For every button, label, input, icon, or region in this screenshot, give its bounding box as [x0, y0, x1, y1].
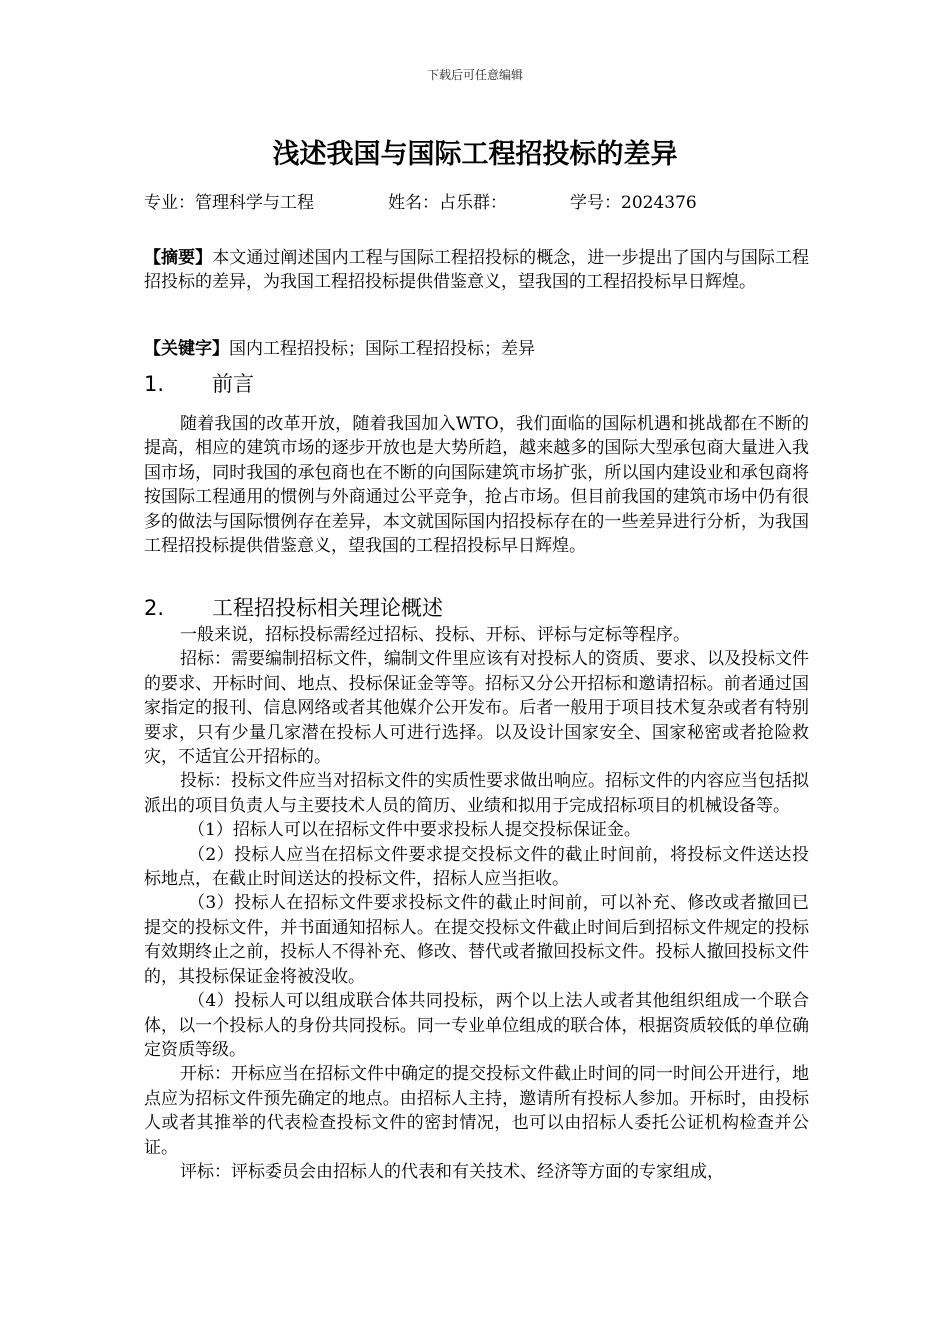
document-title: 浅述我国与国际工程招投标的差异: [272, 139, 678, 170]
list-item: （1）招标人可以在招标文件中要求投标人提交投标保证金。: [188, 820, 641, 841]
paragraph: 开标：开标应当在招标文件中确定的提交投标文件截止时间的同一时间公开进行，地点应为招标文件预先确定的地点。由招标人主持，邀请所有投标人参加。开标时，由投标人或者其推举的代表检查投标文件的密封情况，也可以由招标人委托公证机构检查并公证。: [144, 1064, 809, 1158]
name-label: 姓名：占乐群：: [388, 193, 507, 213]
keywords: [144, 337, 809, 361]
section-1-body: [144, 412, 809, 558]
major-label: 专业：管理科学与工程: [144, 193, 314, 213]
paragraph: 一般来说，招标投标需经过招标、投标、开标、评标与定标等程序。: [180, 625, 690, 645]
paragraph: 招标：需要编制招标文件，编制文件里应该有对投标人的资质、要求、以及投标文件的要求、开标时间、地点、投标保证金等等。招标又分公开招标和邀请招标。前者通过国家指定的报刊、信息网络或者其他媒介公开发布。后者一般用于项目技术复杂或者有特别要求，只有少量几家潜在投标人可进行选择。以及设计国家安全、国家秘密或者抢险救灾，不适宜公开招标的。: [144, 649, 809, 768]
list-item: （2）投标人应当在招标文件要求提交投标文件的截止时间前，将投标文件送达投标地点，在截止时间送达的投标文件，招标人应当拒收。: [144, 844, 809, 890]
list-item: （3）投标人在招标文件要求投标文件的截止时间前，可以补充、修改或者撤回已提交的投标文件，并书面通知招标人。在提交投标文件截止时间后到招标文件规定的投标有效期终止之前，投标人不得补充、修改、替代或者撤回投标文件。投标人撤回投标文件的，其投标保证金将被没收。: [144, 893, 809, 987]
header-note: 下载后可任意编辑: [426, 68, 523, 82]
abstract-label: 【摘要】: [144, 248, 213, 268]
section-2-title: 工程招投标相关理论概述: [212, 596, 443, 620]
section-2-body: [144, 623, 809, 1184]
section-1-title: 前言: [212, 372, 254, 396]
keywords-label: 【关键字】: [144, 339, 229, 359]
paragraph: 投标：投标文件应当对招标文件的实质性要求做出响应。招标文件的内容应当包括拟派出的项目负责人与主要技术人员的简历、业绩和拟用于完成招标项目的机械设备等。: [144, 771, 809, 816]
section-1-heading-block: [144, 372, 809, 396]
section-2-number: 2.: [144, 596, 165, 620]
section-1-paragraph: 随着我国的改革开放，随着我国加入WTO，我们面临的国际机遇和挑战都在不断的提高，相应的建筑市场的逐步开放也是大势所趋，越来越多的国际大型承包商大量进入我国市场，同时我国的承包商也在不断的向国际建筑市场扩张，所以国内建设业和承包商将按国际工程通用的惯例与外商通过公平竞争，抢占市场。但目前我国的建筑市场中仍有很多的做法与国际惯例存在差异，本文就国际国内招投标存在的一些差异进行分析，为我国工程招投标提供借鉴意义，望我国的工程招投标早日辉煌。: [144, 414, 809, 557]
section-1-number: 1.: [144, 372, 165, 396]
paragraph: 评标：评标委员会由招标人的代表和有关技术、经济等方面的专家组成，: [180, 1161, 724, 1182]
student-id-label: 学号：2024376: [570, 193, 697, 213]
abstract-text: 本文通过阐述国内工程与国际工程招投标的概念，进一步提出了国内与国际工程招投标的差异，为我国工程招投标提供借鉴意义，望我国的工程招投标早日辉煌。: [144, 248, 810, 293]
section-1-heading: [144, 372, 809, 396]
abstract: [144, 246, 809, 295]
keywords-text: 国内工程招投标；国际工程招投标；差异: [229, 339, 535, 359]
list-item: （4）投标人可以组成联合体共同投标，两个以上法人或者其他组织组成一个联合体，以一个投标人的身份共同投标。同一专业单位组成的联合体，根据资质较低的单位确定资质等级。: [144, 991, 809, 1060]
section-2-heading-block: [144, 596, 809, 620]
section-2-heading: [144, 596, 809, 620]
author-info: [144, 188, 697, 213]
